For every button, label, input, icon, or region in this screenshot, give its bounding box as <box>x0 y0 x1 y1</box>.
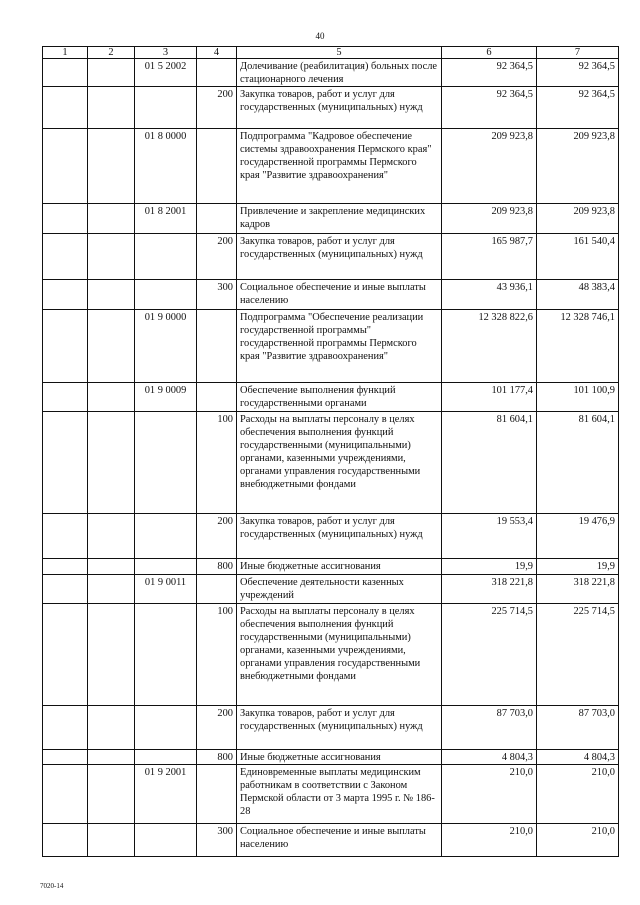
cell-amount-1: 209 923,8 <box>442 129 537 204</box>
cell-name: Подпрограмма "Обеспечение реализации государственной программы" государственной программы Пермского края "Развитие здравоохранения" <box>237 310 442 383</box>
cell-amount-2: 92 364,5 <box>537 87 619 129</box>
cell-col1 <box>43 87 88 129</box>
cell-col1 <box>43 824 88 857</box>
cell-amount-2: 209 923,8 <box>537 129 619 204</box>
cell-target-article: 01 9 0011 <box>135 575 197 604</box>
cell-amount-1: 19 553,4 <box>442 514 537 559</box>
cell-col2 <box>88 383 135 412</box>
table-row <box>43 310 619 383</box>
cell-amount-2: 12 328 746,1 <box>537 310 619 383</box>
cell-expense-type: 300 <box>197 280 237 310</box>
header-cell: 4 <box>197 47 237 59</box>
cell-col2 <box>88 514 135 559</box>
header-row <box>43 47 619 59</box>
cell-expense-type <box>197 129 237 204</box>
cell-name: Закупка товаров, работ и услуг для государственных (муниципальных) нужд <box>237 706 442 750</box>
cell-amount-1: 43 936,1 <box>442 280 537 310</box>
cell-expense-type: 100 <box>197 604 237 706</box>
header-cell: 6 <box>442 47 537 59</box>
cell-target-article <box>135 514 197 559</box>
page-number: 40 <box>315 31 325 41</box>
cell-expense-type: 200 <box>197 87 237 129</box>
header-cell: 5 <box>237 47 442 59</box>
table-row <box>43 129 619 204</box>
cell-amount-1: 19,9 <box>442 559 537 575</box>
cell-target-article <box>135 412 197 514</box>
cell-amount-1: 87 703,0 <box>442 706 537 750</box>
cell-expense-type: 800 <box>197 559 237 575</box>
cell-target-article: 01 9 0000 <box>135 310 197 383</box>
cell-col2 <box>88 204 135 234</box>
cell-amount-2: 92 364,5 <box>537 59 619 87</box>
table-row <box>43 87 619 129</box>
cell-expense-type <box>197 59 237 87</box>
cell-name: Иные бюджетные ассигнования <box>237 750 442 765</box>
budget-table <box>42 46 619 857</box>
cell-amount-2: 209 923,8 <box>537 204 619 234</box>
cell-col1 <box>43 310 88 383</box>
cell-name: Социальное обеспечение и иные выплаты населению <box>237 280 442 310</box>
cell-amount-1: 210,0 <box>442 765 537 824</box>
cell-amount-2: 210,0 <box>537 824 619 857</box>
cell-col1 <box>43 129 88 204</box>
cell-amount-2: 318 221,8 <box>537 575 619 604</box>
cell-name: Закупка товаров, работ и услуг для государственных (муниципальных) нужд <box>237 234 442 280</box>
cell-target-article: 01 8 0000 <box>135 129 197 204</box>
footer-code: 7020-14 <box>40 882 64 890</box>
cell-name: Расходы на выплаты персоналу в целях обеспечения выполнения функций государственными (муниципальными) органами, казенными учреждениями, органами управления государственными внебюджетными фондами <box>237 412 442 514</box>
cell-amount-1: 209 923,8 <box>442 204 537 234</box>
cell-col1 <box>43 204 88 234</box>
cell-target-article <box>135 750 197 765</box>
table-row <box>43 234 619 280</box>
cell-col1 <box>43 575 88 604</box>
cell-col1 <box>43 750 88 765</box>
cell-target-article <box>135 280 197 310</box>
table-row <box>43 59 619 87</box>
cell-target-article: 01 9 0009 <box>135 383 197 412</box>
header-cell: 7 <box>537 47 619 59</box>
cell-target-article: 01 9 2001 <box>135 765 197 824</box>
cell-target-article <box>135 824 197 857</box>
cell-col1 <box>43 765 88 824</box>
cell-col1 <box>43 514 88 559</box>
cell-col2 <box>88 604 135 706</box>
table-row <box>43 412 619 514</box>
cell-expense-type: 200 <box>197 234 237 280</box>
cell-col1 <box>43 412 88 514</box>
cell-name: Социальное обеспечение и иные выплаты населению <box>237 824 442 857</box>
cell-target-article <box>135 706 197 750</box>
cell-target-article: 01 5 2002 <box>135 59 197 87</box>
cell-expense-type: 800 <box>197 750 237 765</box>
table-row <box>43 280 619 310</box>
cell-amount-1: 81 604,1 <box>442 412 537 514</box>
table-row <box>43 204 619 234</box>
cell-col1 <box>43 59 88 87</box>
cell-amount-2: 19 476,9 <box>537 514 619 559</box>
table-row <box>43 383 619 412</box>
cell-amount-1: 12 328 822,6 <box>442 310 537 383</box>
cell-col2 <box>88 280 135 310</box>
cell-amount-1: 210,0 <box>442 824 537 857</box>
table-row <box>43 514 619 559</box>
cell-name: Обеспечение деятельности казенных учреждений <box>237 575 442 604</box>
cell-col1 <box>43 559 88 575</box>
cell-amount-2: 48 383,4 <box>537 280 619 310</box>
cell-expense-type: 200 <box>197 706 237 750</box>
cell-name: Подпрограмма "Кадровое обеспечение системы здравоохранения Пермского края" государственной программы Пермского края "Развитие здравоохранения" <box>237 129 442 204</box>
cell-amount-2: 81 604,1 <box>537 412 619 514</box>
cell-col1 <box>43 604 88 706</box>
cell-col2 <box>88 59 135 87</box>
cell-name: Расходы на выплаты персоналу в целях обеспечения выполнения функций государственными (муниципальными) органами, казенными учреждениями, органами управления государственными внебюджетными фондами <box>237 604 442 706</box>
cell-name: Обеспечение выполнения функций государственными органами <box>237 383 442 412</box>
cell-name: Закупка товаров, работ и услуг для государственных (муниципальных) нужд <box>237 514 442 559</box>
cell-col1 <box>43 706 88 750</box>
header-cell: 3 <box>135 47 197 59</box>
cell-amount-1: 318 221,8 <box>442 575 537 604</box>
table-row <box>43 604 619 706</box>
cell-amount-1: 225 714,5 <box>442 604 537 706</box>
cell-expense-type <box>197 204 237 234</box>
cell-col2 <box>88 750 135 765</box>
cell-amount-1: 101 177,4 <box>442 383 537 412</box>
cell-expense-type: 300 <box>197 824 237 857</box>
table-row <box>43 575 619 604</box>
cell-amount-1: 92 364,5 <box>442 87 537 129</box>
cell-amount-1: 92 364,5 <box>442 59 537 87</box>
cell-expense-type: 200 <box>197 514 237 559</box>
cell-target-article <box>135 87 197 129</box>
cell-col2 <box>88 129 135 204</box>
table-row <box>43 750 619 765</box>
cell-expense-type <box>197 575 237 604</box>
header-cell: 1 <box>43 47 88 59</box>
cell-col2 <box>88 824 135 857</box>
cell-col2 <box>88 310 135 383</box>
table-row <box>43 706 619 750</box>
cell-col2 <box>88 706 135 750</box>
cell-name: Закупка товаров, работ и услуг для государственных (муниципальных) нужд <box>237 87 442 129</box>
cell-expense-type <box>197 383 237 412</box>
cell-amount-2: 4 804,3 <box>537 750 619 765</box>
cell-name: Единовременные выплаты медицинским работникам в соответствии с Законом Пермской области от 3 марта 1995 г. № 186-28 <box>237 765 442 824</box>
cell-col2 <box>88 765 135 824</box>
cell-amount-1: 4 804,3 <box>442 750 537 765</box>
cell-expense-type <box>197 310 237 383</box>
cell-col2 <box>88 575 135 604</box>
cell-expense-type: 100 <box>197 412 237 514</box>
cell-name: Привлечение и закрепление медицинских кадров <box>237 204 442 234</box>
cell-amount-2: 101 100,9 <box>537 383 619 412</box>
cell-amount-2: 19,9 <box>537 559 619 575</box>
cell-amount-2: 210,0 <box>537 765 619 824</box>
cell-amount-2: 87 703,0 <box>537 706 619 750</box>
table-row <box>43 559 619 575</box>
cell-name: Иные бюджетные ассигнования <box>237 559 442 575</box>
table-row <box>43 765 619 824</box>
cell-expense-type <box>197 765 237 824</box>
cell-amount-1: 165 987,7 <box>442 234 537 280</box>
header-cell: 2 <box>88 47 135 59</box>
cell-target-article: 01 8 2001 <box>135 204 197 234</box>
cell-col2 <box>88 87 135 129</box>
cell-col1 <box>43 234 88 280</box>
cell-col2 <box>88 412 135 514</box>
cell-target-article <box>135 559 197 575</box>
cell-col1 <box>43 280 88 310</box>
cell-amount-2: 161 540,4 <box>537 234 619 280</box>
cell-target-article <box>135 234 197 280</box>
cell-col2 <box>88 559 135 575</box>
cell-col2 <box>88 234 135 280</box>
table-row <box>43 824 619 857</box>
cell-target-article <box>135 604 197 706</box>
cell-col1 <box>43 383 88 412</box>
cell-amount-2: 225 714,5 <box>537 604 619 706</box>
cell-name: Долечивание (реабилитация) больных после стационарного лечения <box>237 59 442 87</box>
